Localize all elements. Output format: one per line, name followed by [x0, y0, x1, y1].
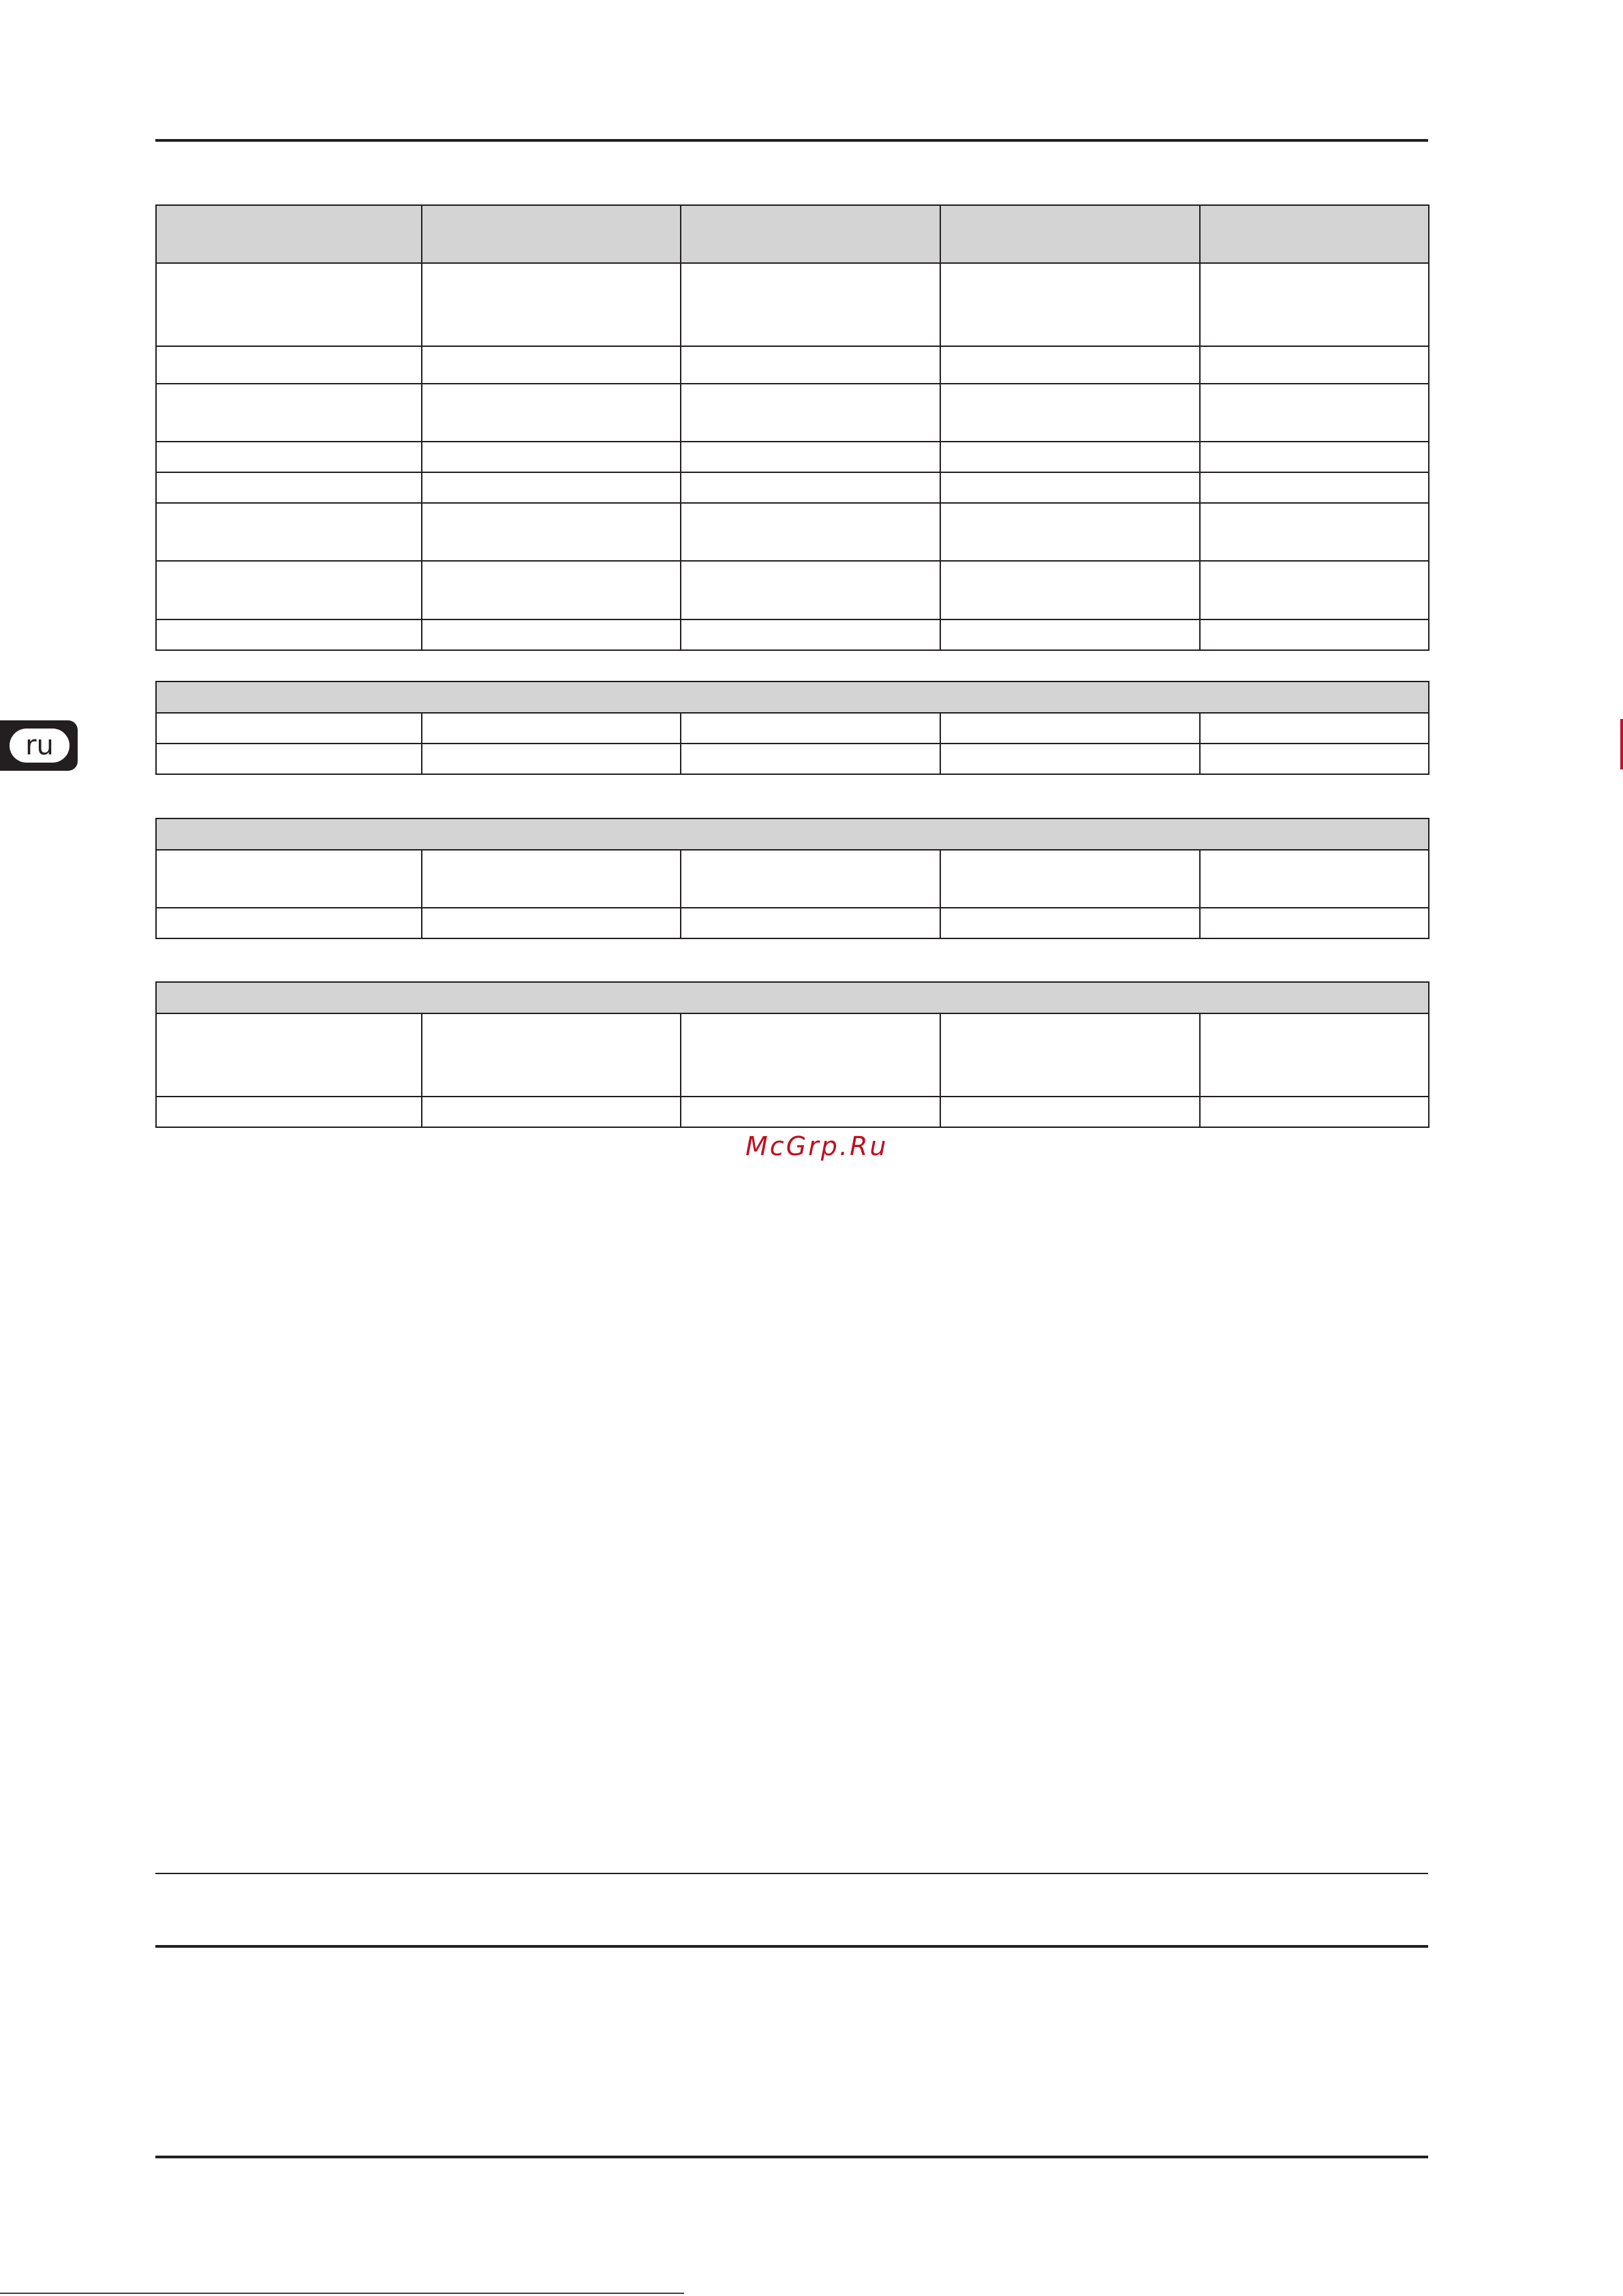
top-rule — [155, 139, 1428, 142]
spec-table-4 — [155, 981, 1429, 1128]
table-header-row — [156, 205, 1429, 263]
header-cell — [422, 205, 681, 263]
table-band-row — [156, 818, 1429, 850]
watermark-text: McGrp.Ru — [745, 1131, 888, 1161]
footer-rule — [155, 2156, 1428, 2158]
table-row — [156, 346, 1429, 384]
table-row — [156, 713, 1429, 744]
divider-rule — [155, 1873, 1428, 1874]
table-row — [156, 384, 1429, 442]
spec-table-1 — [155, 204, 1429, 651]
table-row — [156, 263, 1429, 346]
header-cell — [940, 205, 1200, 263]
language-tab — [0, 720, 78, 771]
language-label: ru — [10, 729, 69, 763]
divider-rule-thick — [155, 1945, 1428, 1948]
table-row — [156, 1013, 1429, 1097]
table-row — [156, 619, 1429, 650]
table-band-row — [156, 982, 1429, 1013]
bottom-edge-line — [0, 2293, 684, 2294]
header-cell — [1200, 205, 1429, 263]
table-band-row — [156, 682, 1429, 713]
page-edge-marker — [1620, 719, 1623, 769]
table-row — [156, 744, 1429, 774]
spec-table-2 — [155, 681, 1429, 775]
table-row — [156, 442, 1429, 472]
table-row — [156, 908, 1429, 938]
table-row — [156, 472, 1429, 503]
spec-table-3 — [155, 818, 1429, 939]
table-row — [156, 503, 1429, 561]
header-cell — [681, 205, 940, 263]
header-cell — [156, 205, 422, 263]
table-row — [156, 850, 1429, 908]
table-row — [156, 1097, 1429, 1127]
table-row — [156, 561, 1429, 619]
